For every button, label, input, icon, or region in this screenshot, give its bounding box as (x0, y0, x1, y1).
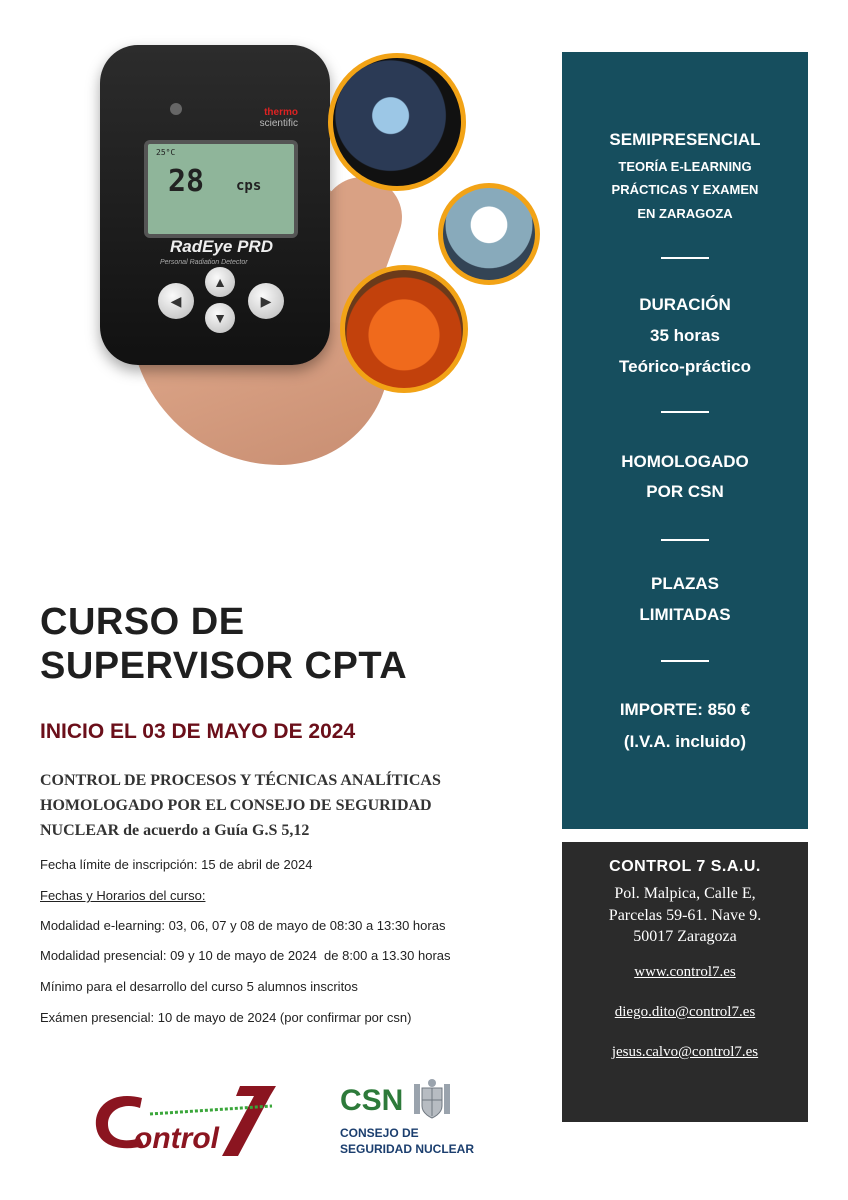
website-link[interactable]: www.control7.es (634, 964, 736, 980)
panel-duration-label: DURACIÓN (639, 295, 731, 314)
panel-approved-line2: POR CSN (646, 482, 724, 501)
control7-wordmark: ontrol (134, 1122, 219, 1155)
email-link-jesus[interactable]: jesus.calvo@control7.es (611, 1044, 759, 1060)
course-title-line2: SUPERVISOR CPTA (40, 645, 408, 687)
course-subtitle (40, 768, 441, 843)
subtitle-line3: NUCLEAR de acuerdo a Guía G.S 5,12 (40, 822, 310, 839)
panel-divider (661, 411, 709, 413)
csn-acronym: CSN (340, 1084, 404, 1117)
panel-mode-line2: PRÁCTICAS Y EXAMEN (611, 182, 759, 197)
photo-lab-worker (438, 183, 540, 285)
panel-divider (661, 539, 709, 541)
device-brand (260, 107, 298, 129)
contact-panel (562, 842, 808, 1122)
elearning-schedule: Modalidad e-learning: 03, 06, 07 y 08 de mayo de 08:30 a 13:30 horas (40, 918, 446, 933)
csn-line1: CONSEJO DE (340, 1126, 419, 1140)
csn-line2: SEGURIDAD NUCLEAR (340, 1142, 475, 1156)
brand-line2: scientific (259, 118, 298, 129)
device-screen (144, 140, 298, 238)
panel-approved-line1: HOMOLOGADO (621, 452, 749, 471)
hero-image (60, 45, 530, 430)
address-line1: Pol. Malpica, Calle E, (614, 885, 756, 902)
minimum-students: Mínimo para el desarrollo del curso 5 alumnos inscritos (40, 979, 358, 994)
address-line2: Parcelas 59-61. Nave 9. (608, 907, 762, 924)
control7-logo (90, 1080, 280, 1160)
device-up-button (205, 267, 235, 297)
company-name: CONTROL 7 S.A.U. (609, 858, 761, 875)
screen-reading: 28 (168, 164, 205, 199)
screen-temperature: 25°C (156, 148, 176, 157)
panel-price: IMPORTE: 850 € (619, 700, 751, 719)
panel-mode-line1: TEORÍA E-LEARNING (618, 159, 752, 174)
panel-duration-type: Teórico-práctico (619, 357, 751, 376)
course-title (40, 600, 407, 688)
panel-divider (661, 660, 709, 662)
panel-places-line1: PLAZAS (651, 574, 719, 593)
subtitle-line1: CONTROL DE PROCESOS Y TÉCNICAS ANALÍTICAS (40, 772, 441, 789)
panel-divider (661, 257, 709, 259)
device-right-button (248, 283, 284, 319)
device-model: RadEye PRD (170, 237, 273, 256)
subtitle-line2: HOMOLOGADO POR EL CONSEJO DE SEGURIDAD (40, 797, 432, 814)
course-title-line1: CURSO DE (40, 601, 245, 643)
course-summary-panel (562, 52, 808, 829)
spain-coat-of-arms-icon (412, 1078, 452, 1122)
device-subtitle: Personal Radiation Detector (160, 259, 248, 266)
csn-logo (340, 1078, 490, 1162)
chevron-left-icon: ◀ (170, 293, 182, 309)
chevron-right-icon: ▶ (260, 293, 272, 309)
schedule-heading: Fechas y Horarios del curso: (40, 888, 206, 903)
panel-mode: SEMIPRESENCIAL (609, 130, 761, 149)
panel-duration-hours: 35 horas (650, 326, 720, 345)
course-start-date: INICIO EL 03 DE MAYO DE 2024 (40, 720, 356, 743)
screen-unit: cps (236, 178, 262, 194)
photo-protective-suit (340, 265, 468, 393)
device-down-button (205, 303, 235, 333)
photo-lab-gloves (328, 53, 466, 191)
chevron-down-icon: ▼ (213, 310, 227, 326)
presencial-schedule: Modalidad presencial: 09 y 10 de mayo de 2024 de 8:00 a 13.30 horas (40, 948, 451, 963)
panel-places-line2: LIMITADAS (639, 605, 731, 624)
radiation-detector-device (100, 45, 330, 365)
sensor-lens (170, 103, 182, 115)
panel-mode-line3: EN ZARAGOZA (637, 206, 733, 221)
chevron-up-icon: ▲ (213, 274, 227, 290)
exam-date: Exámen presencial: 10 de mayo de 2024 (por confirmar por csn) (40, 1010, 412, 1025)
address-line3: 50017 Zaragoza (633, 928, 737, 945)
brand-line1: thermo (264, 107, 298, 118)
email-link-diego[interactable]: diego.dito@control7.es (614, 1004, 756, 1020)
device-left-button (158, 283, 194, 319)
registration-deadline: Fecha límite de inscripción: 15 de abril de 2024 (40, 857, 313, 872)
control7-logo-graphic (90, 1080, 280, 1160)
panel-vat: (I.V.A. incluido) (623, 732, 747, 751)
